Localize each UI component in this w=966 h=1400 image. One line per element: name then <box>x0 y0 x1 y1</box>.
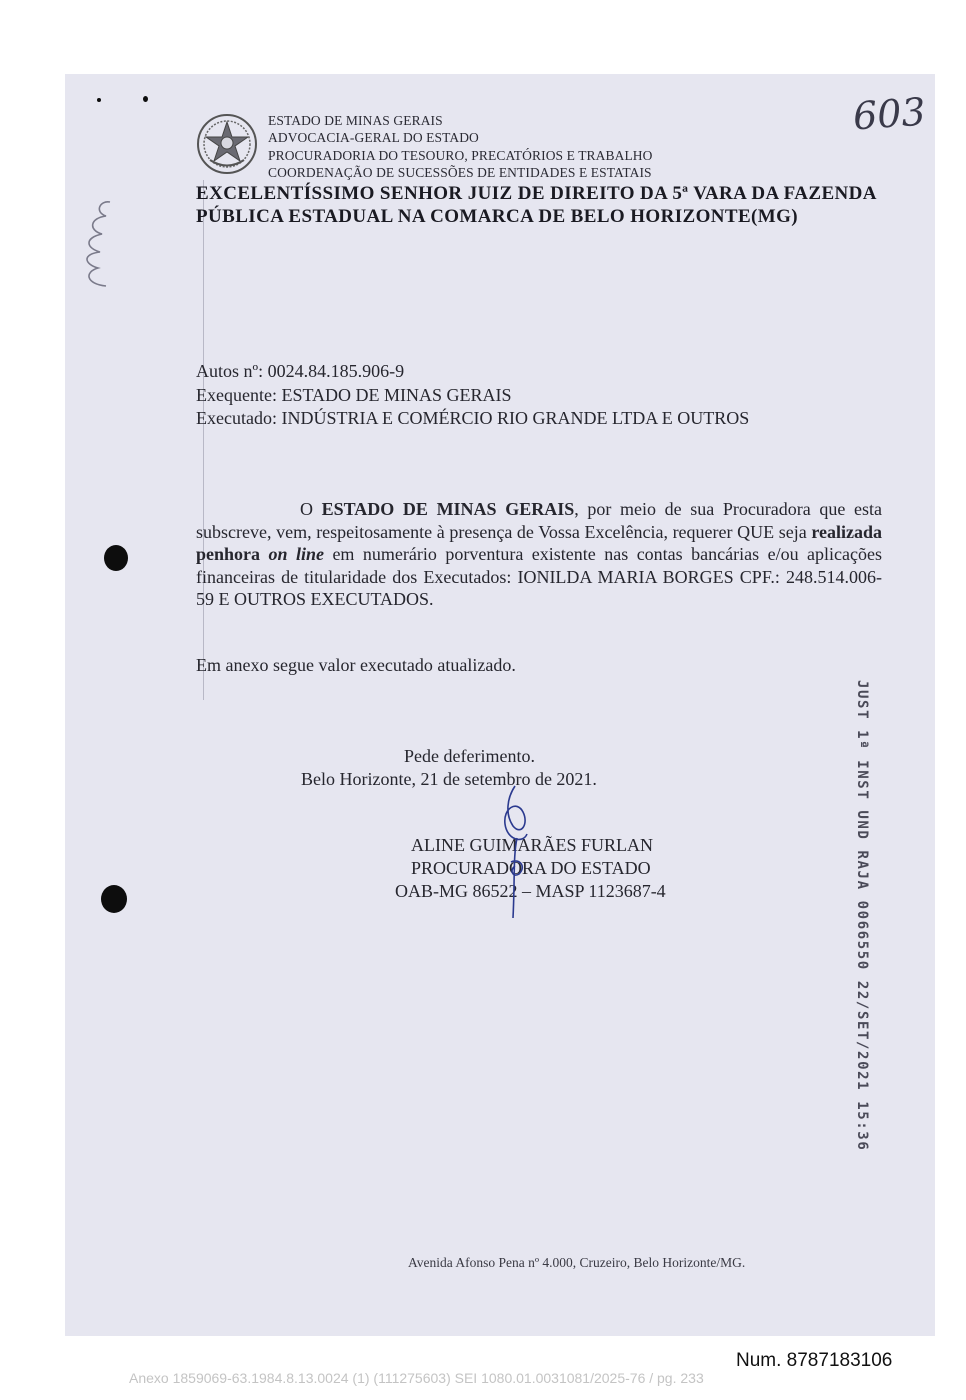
p1-part-f: em numerário porventura existente nas contas bancárias e/ou aplicações financeiras de titularidade dos Executados: IONILDA MARIA BORGES CPF.: 248.514.006-59 E OUTROS EXECUTADOS. <box>196 544 882 609</box>
title-line-1: EXCELENTÍSSIMO SENHOR JUIZ DE DIREITO DA 5ª VARA DA FAZENDA <box>196 183 877 204</box>
p1-part-a: O <box>300 499 322 519</box>
coat-of-arms-seal <box>196 113 258 175</box>
header-coordination: COORDENAÇÃO DE SUCESSÕES DE ENTIDADES E ESTATAIS <box>268 165 652 180</box>
handwritten-scribble <box>76 194 122 290</box>
signatory-role: PROCURADORA DO ESTADO <box>411 858 651 878</box>
p1-state-name: ESTADO DE MINAS GERAIS <box>321 499 575 519</box>
document-number: Num. 8787183106 <box>736 1350 893 1371</box>
punch-hole-bottom <box>101 885 127 913</box>
scanned-page <box>65 74 935 1336</box>
p1-part-c: , por meio de sua Procuradora que esta subscreve, vem, respeitosamente à presença de Vossa Excelência, requerer QUE seja <box>196 499 882 542</box>
margin-line <box>203 180 204 700</box>
case-exequente: Exequente: ESTADO DE MINAS GERAIS <box>196 385 512 405</box>
closing-place-date: Belo Horizonte, 21 de setembro de 2021. <box>301 769 597 789</box>
handwritten-signature <box>493 778 543 920</box>
annex-note: Em anexo segue valor executado atualizado. <box>196 655 516 675</box>
signatory-ids: OAB-MG 86522 – MASP 1123687-4 <box>395 881 666 901</box>
title-line-2: PÚBLICA ESTADUAL NA COMARCA DE BELO HORIZONTE(MG) <box>196 206 798 227</box>
header-state: ESTADO DE MINAS GERAIS <box>268 113 443 128</box>
handwritten-page-number: 603 <box>851 89 927 139</box>
punch-hole-top <box>104 545 128 571</box>
protocol-stamp: JUST 1ª INST UND RAJA 0066550 22/SET/2021 15:36 <box>854 680 870 1152</box>
footer-address: Avenida Afonso Pena nº 4.000, Cruzeiro, Belo Horizonte/MG. <box>408 1255 746 1270</box>
signatory-name: ALINE GUIMARÃES FURLAN <box>411 835 653 855</box>
header-department: PROCURADORIA DO TESOURO, PRECATÓRIOS E TRABALHO <box>268 148 653 163</box>
annex-reference: Anexo 1859069-63.1984.8.13.0024 (1) (111275603) SEI 1080.01.0031081/2025-76 / pg. 233 <box>129 1370 704 1386</box>
p1-online: on line <box>268 544 324 564</box>
speck-mark <box>97 98 101 102</box>
request-paragraph <box>196 498 882 611</box>
speck-mark <box>143 96 148 102</box>
case-executado: Executado: INDÚSTRIA E COMÉRCIO RIO GRANDE LTDA E OUTROS <box>196 408 750 428</box>
p1-penhora: realizada penhora <box>196 521 882 564</box>
header-agency: ADVOCACIA-GERAL DO ESTADO <box>268 130 479 145</box>
case-number: Autos nº: 0024.84.185.906-9 <box>196 361 405 381</box>
closing-request: Pede deferimento. <box>404 746 535 766</box>
